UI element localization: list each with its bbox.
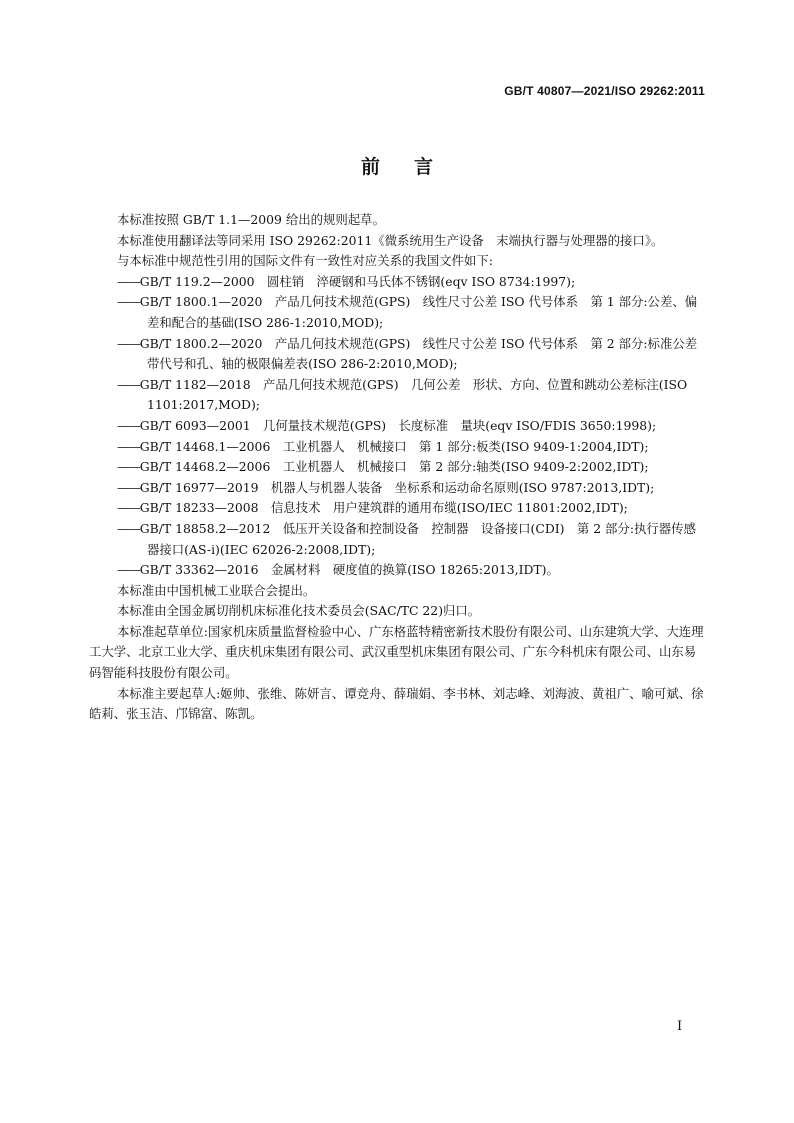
foreword-body xyxy=(89,210,705,725)
reference-text: GB/T 14468.2—2006 工业机器人 机械接口 第 2 部分:轴类(ISO 9409-2:2002,IDT); xyxy=(139,459,649,475)
intro-paragraph: 与本标准中规范性引用的国际文件有一致性对应关系的我国文件如下: xyxy=(117,253,493,269)
list-dash: —— xyxy=(117,562,140,578)
intro-paragraph: 本标准使用翻译法等同采用 ISO 29262:2011《微系统用生产设备 末端执行器与处理器的接口》。 xyxy=(117,232,664,248)
drafters: 本标准主要起草人:姬帅、张维、陈妍言、谭竞舟、薛瑞娟、李书林、刘志峰、刘海波、黄祖广、喻可斌、徐皓莉、张玉洁、邝锦富、陈凯。 xyxy=(89,685,704,722)
reference-item xyxy=(89,498,705,519)
committee-statement: 本标准由全国金属切削机床标准化技术委员会(SAC/TC 22)归口。 xyxy=(117,603,481,619)
list-dash: —— xyxy=(117,520,140,536)
reference-item xyxy=(89,334,705,375)
reference-text: GB/T 18858.2—2012 低压开关设备和控制设备 控制器 设备接口(CDI) 第 2 部分:执行器传感器接口(AS-i)(IEC 62026-2:2008,IDT); xyxy=(139,520,696,557)
list-dash: —— xyxy=(117,376,140,392)
reference-item xyxy=(89,457,705,478)
list-dash: —— xyxy=(117,500,140,516)
reference-text: GB/T 6093—2001 几何量技术规范(GPS) 长度标准 量块(eqv ISO/FDIS 3650:1998); xyxy=(139,417,657,433)
drafting-units: 本标准起草单位:国家机床质量监督检验中心、广东格蓝特精密新技术股份有限公司、山东建筑大学、大连理工大学、北京工业大学、重庆机床集团有限公司、武汉重型机床集团有限公司、广东今科机床有限公司、山东易码智能科技股份有限公司。 xyxy=(89,623,704,681)
reference-list xyxy=(89,272,705,581)
standard-number-header: GB/T 40807—2021/ISO 29262:2011 xyxy=(504,84,705,98)
list-dash: —— xyxy=(117,273,140,289)
reference-item xyxy=(89,437,705,458)
list-dash: —— xyxy=(117,459,140,475)
reference-item xyxy=(89,292,705,333)
page-number: I xyxy=(677,1019,683,1034)
intro-paragraph: 本标准按照 GB/T 1.1—2009 给出的规则起草。 xyxy=(117,212,385,227)
reference-text: GB/T 14468.1—2006 工业机器人 机械接口 第 1 部分:板类(ISO 9409-1:2004,IDT); xyxy=(139,438,649,454)
list-dash: —— xyxy=(117,294,140,310)
reference-text: GB/T 1800.2—2020 产品几何技术规范(GPS) 线性尺寸公差 ISO 代号体系 第 2 部分:标准公差带代号和孔、轴的极限偏差表(ISO 286-2:2010,MOD); xyxy=(139,335,698,372)
proposer-statement: 本标准由中国机械工业联合会提出。 xyxy=(117,582,316,598)
reference-item xyxy=(89,416,705,437)
list-dash: —— xyxy=(117,438,140,454)
list-dash: —— xyxy=(117,479,140,495)
list-dash: —— xyxy=(117,335,140,351)
reference-item xyxy=(89,272,705,293)
reference-text: GB/T 18233—2008 信息技术 用户建筑群的通用布缆(ISO/IEC 11801:2002,IDT); xyxy=(139,500,628,516)
reference-text: GB/T 16977—2019 机器人与机器人装备 坐标系和运动命名原则(ISO 9787:2013,IDT); xyxy=(139,479,655,495)
page-title: 前言 xyxy=(360,156,467,178)
reference-text: GB/T 119.2—2000 圆柱销 淬硬钢和马氏体不锈钢(eqv ISO 8734:1997); xyxy=(139,273,576,289)
list-dash: —— xyxy=(117,417,140,433)
reference-item xyxy=(89,560,705,581)
reference-item xyxy=(89,478,705,499)
reference-item xyxy=(89,519,705,560)
reference-text: GB/T 1800.1—2020 产品几何技术规范(GPS) 线性尺寸公差 ISO 代号体系 第 1 部分:公差、偏差和配合的基础(ISO 286-1:2010,MOD); xyxy=(139,294,698,330)
reference-text: GB/T 33362—2016 金属材料 硬度值的换算(ISO 18265:2013,IDT)。 xyxy=(139,562,559,578)
reference-item xyxy=(89,375,705,416)
reference-text: GB/T 1182—2018 产品几何技术规范(GPS) 几何公差 形状、方向、位置和跳动公差标注(ISO 1101:2017,MOD); xyxy=(139,376,688,413)
